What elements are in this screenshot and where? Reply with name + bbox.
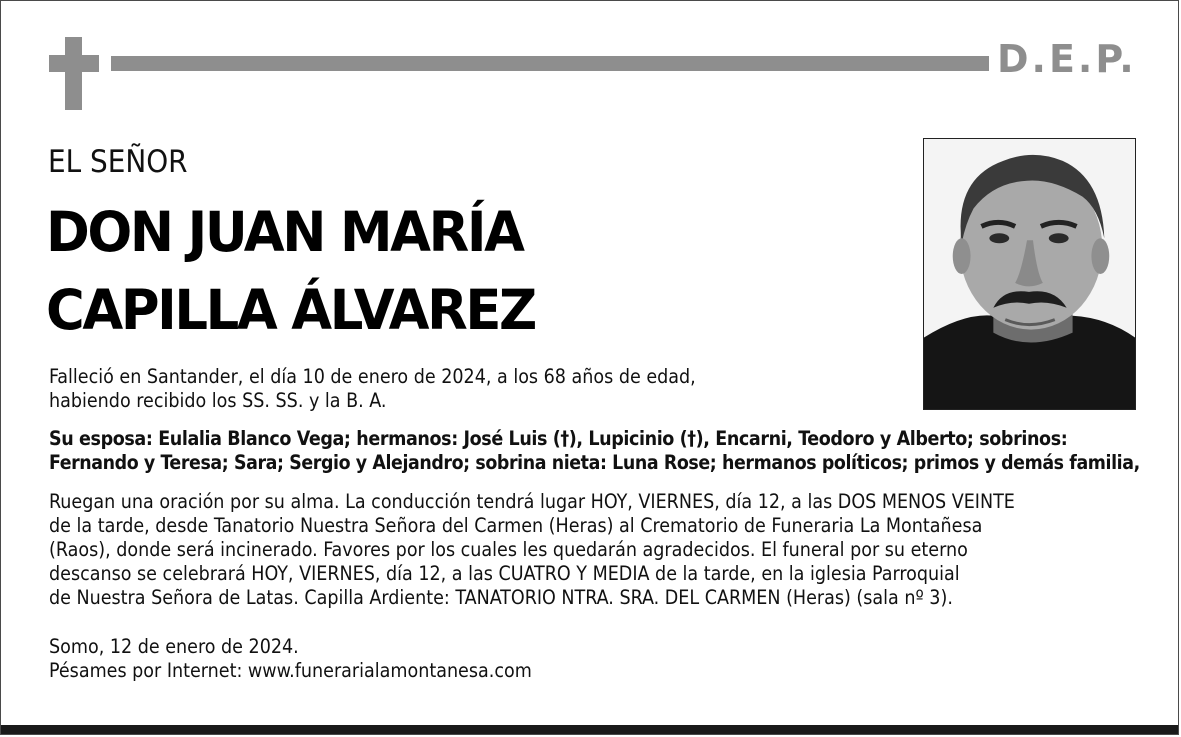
portrait-image (924, 139, 1135, 409)
cross-icon (49, 37, 99, 110)
footer (49, 635, 532, 683)
service-details-line3: (Raos), donde será incinerado. Favores por los cuales les quedarán agradecidos. El funeral por su eterno (49, 538, 968, 561)
place-date: Somo, 12 de enero de 2024. (49, 635, 299, 658)
service-details-line1: Ruegan una oración por su alma. La conducción tendrá lugar HOY, VIERNES, día 12, a las DOS MENOS VEINTE (49, 490, 1015, 513)
family-list-line1: Su esposa: Eulalia Blanco Vega; hermanos: José Luis (†), Lupicinio (†), Encarni, Teodoro y Alberto; sobrinos: (49, 427, 1068, 450)
service-details-line5: de Nuestra Señora de Latas. Capilla Ardiente: TANATORIO NTRA. SRA. DEL CARMEN (Heras) (sala nº 3). (49, 586, 953, 609)
deceased-name-line2: CAPILLA ÁLVAREZ (46, 278, 535, 342)
death-notice-line1: Falleció en Santander, el día 10 de enero de 2024, a los 68 años de edad, (49, 365, 696, 388)
bottom-band (1, 725, 1178, 734)
deceased-name (46, 193, 535, 349)
family-list-line2: Fernando y Teresa; Sara; Sergio y Alejandro; sobrina nieta: Luna Rose; hermanos políticos; primos y demás familia, (49, 451, 1140, 474)
deceased-name-line1: DON JUAN MARÍA (46, 200, 523, 264)
dep-label: D.E.P. (997, 37, 1137, 81)
death-notice-line2: habiendo recibido los SS. SS. y la B. A. (49, 389, 387, 412)
deceased-portrait (923, 138, 1136, 410)
deceased-prefix: EL SEÑOR (48, 144, 188, 180)
family-list (49, 427, 1149, 475)
death-notice (49, 365, 696, 413)
service-details-line2: de la tarde, desde Tanatorio Nuestra Señora del Carmen (Heras) al Crematorio de Funeraria La Montañesa (49, 514, 983, 537)
service-details-line4: descanso se celebrará HOY, VIERNES, día 12, a las CUATRO Y MEDIA de la tarde, en la iglesia Parroquial (49, 562, 960, 585)
condolences-line: Pésames por Internet: www.funerarialamontanesa.com (49, 659, 532, 682)
header-rule (111, 56, 989, 71)
service-details (49, 490, 1015, 610)
